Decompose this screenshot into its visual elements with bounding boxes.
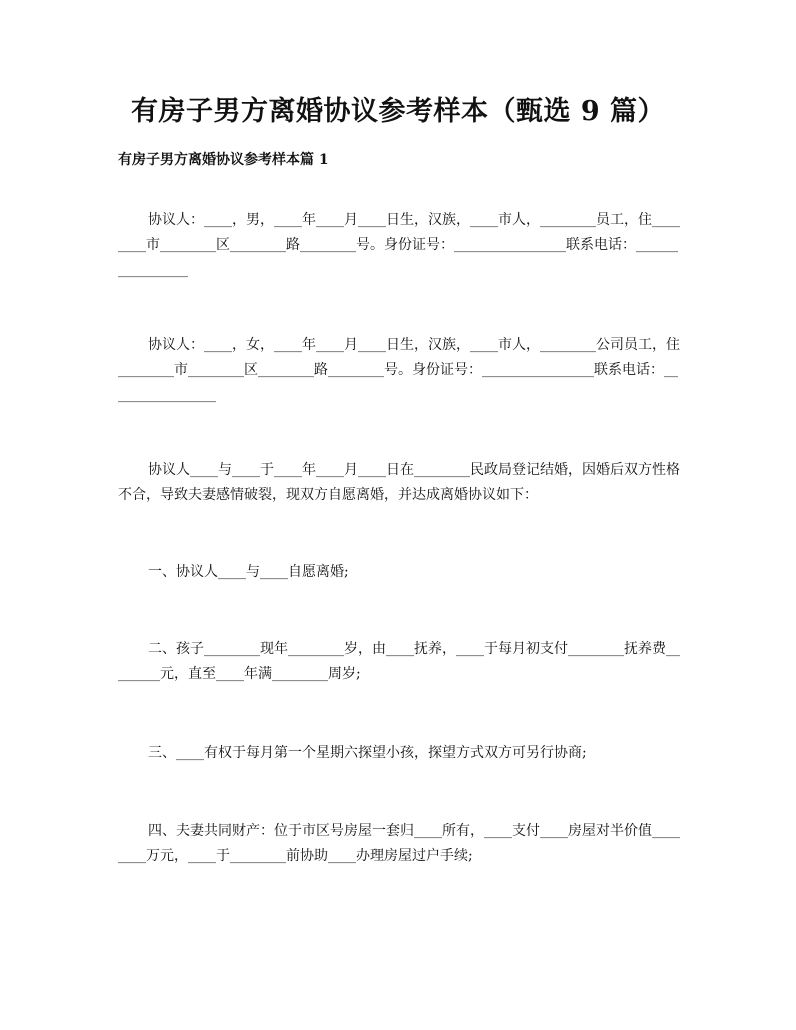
section-heading: 有房子男方离婚协议参考样本篇 1 (118, 152, 329, 168)
marriage-statement-paragraph: 协议人____与____于____年____月____日在________民政局登记结婚，因婚后双方性格不合，导致夫妻感情破裂，现双方自愿离婚，并达成离婚协议如下： (118, 462, 680, 503)
clause-2-paragraph: 二、孩子________现年________岁，由____抚养，____于每月初支付________抚养费________元，直至____年满________周岁; (118, 641, 680, 682)
document-title: 有房子男方离婚协议参考样本（甄选 9 篇） (130, 96, 666, 127)
clause-1-paragraph: 一、协议人____与____自愿离婚; (148, 564, 349, 580)
party-male-paragraph: 协议人：____，男，____年____月____日生，汉族，____市人，________员工，住________市________区________路________号。身份证号：________________联系电话：________________ (118, 212, 680, 278)
clause-4-paragraph: 四、夫妻共同财产：位于市区号房屋一套归____所有，____支付____房屋对半价值________万元，____于________前协助____办理房屋过户手续; (118, 823, 680, 864)
clause-3-paragraph: 三、____有权于每月第一个星期六探望小孩，探望方式双方可另行协商; (148, 745, 587, 761)
party-female-paragraph: 协议人：____，女，____年____月____日生，汉族，____市人，________公司员工，住________市________区________路________号。身份证号：________________联系电话：________________ (118, 337, 680, 403)
